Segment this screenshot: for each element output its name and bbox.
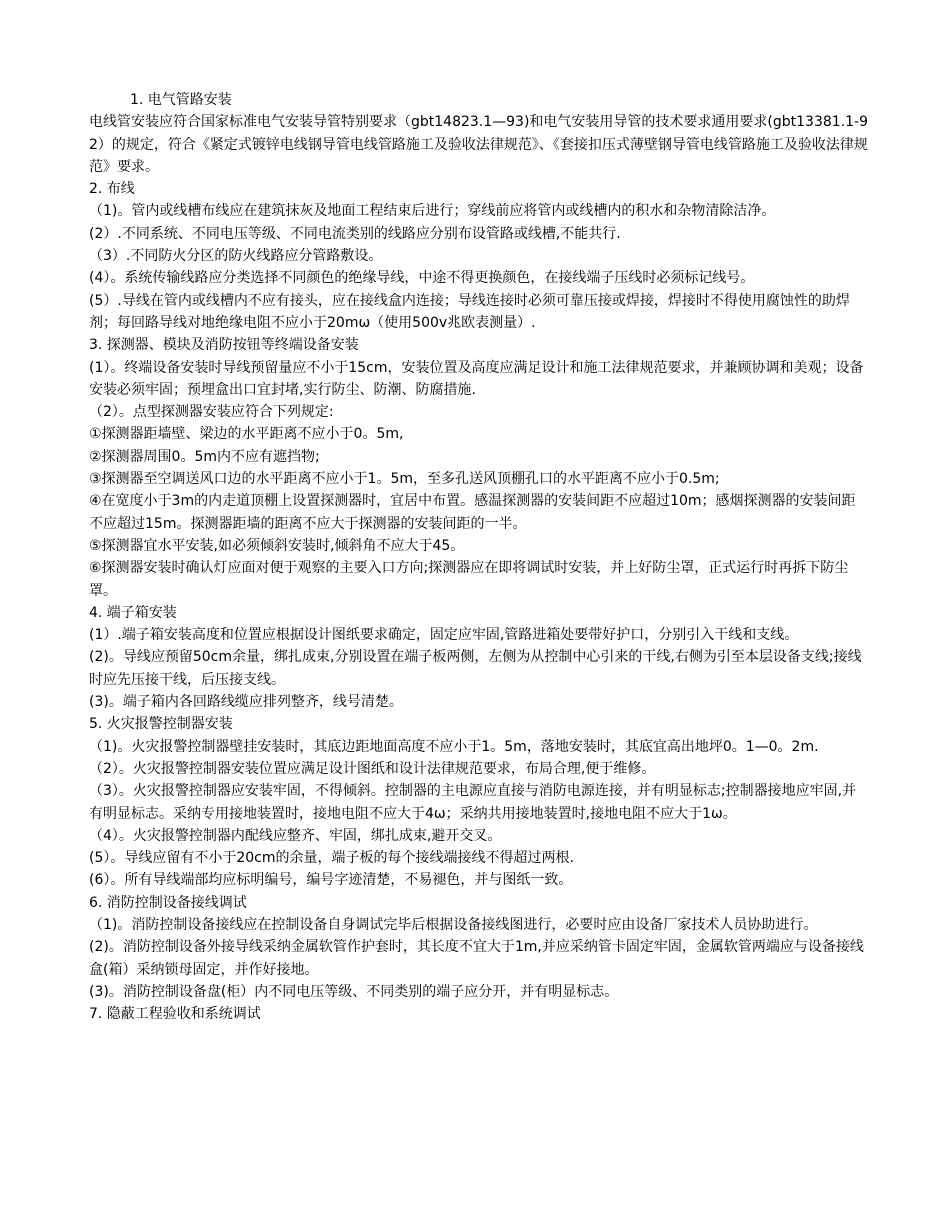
paragraph: (1）.端子箱安装高度和位置应根据设计图纸要求确定，固定应牢固,管路进箱处要带好护口，分别引入干线和支线。 — [89, 627, 799, 644]
section-heading: 7. 隐蔽工程验收和系统调试 — [89, 1006, 261, 1023]
paragraph: ⑤探测器宜水平安装,如必须倾斜安装时,倾斜角不应大于45。 — [89, 537, 465, 554]
paragraph: （1)。消防控制设备接线应在控制设备自身调试完毕后根据设备接线图进行，必要时应由设备厂家技术人员协助进行。 — [89, 916, 818, 933]
paragraph: （3）.不同防火分区的防火线路应分管路敷设。 — [89, 248, 383, 265]
paragraph: (6）。所有导线端部均应标明编号，编号字迹清楚，不易褪色，并与图纸一致。 — [89, 872, 573, 889]
section-heading: 1. 电气管路安装 — [130, 92, 232, 108]
paragraph: （2）。点型探测器安装应符合下列规定: — [89, 404, 334, 421]
paragraph: 电线管安装应符合国家标准电气安装导管特别要求（gbt14823.1—93)和电气安装用导管的技术要求通用要求(gbt13381.1-92）的规定，符合《紧定式镀锌电线钢导管电线管路施工及验收法律规范》、《套接扣压式薄壁钢导管电线管路施工及验收法律规范》要求。 — [89, 114, 869, 175]
section-heading: 2. 布线 — [89, 181, 135, 198]
paragraph: （1)。管内或线槽布线应在建筑抹灰及地面工程结束后进行；穿线前应将管内或线槽内的积水和杂物清除洁净。 — [89, 203, 776, 220]
paragraph: (2)。导线应预留50cm余量，绑扎成束,分别设置在端子板两侧，左侧为从控制中心引来的干线,右侧为引至本层设备支线;接线时应先压接干线，后压接支线。 — [89, 649, 862, 688]
paragraph: （4）。火灾报警控制器内配线应整齐、牢固，绑扎成束,避开交叉。 — [89, 827, 502, 844]
section-heading: 3. 探测器、模块及消防按钮等终端设备安装 — [89, 337, 359, 354]
paragraph: ④在宽度小于3m的内走道顶棚上设置探测器时，宜居中布置。感温探测器的安装间距不应超过10m；感烟探测器的安装间距不应超过15m。探测器距墙的距离不应大于探测器的安装间距的一半。 — [89, 493, 856, 532]
paragraph: (3)。端子箱内各回路线缆应排列整齐，线号清楚。 — [89, 694, 403, 711]
paragraph: (2）.不同系统、不同电压等级、不同电流类别的线路应分别布设管路或线槽,不能共行. — [89, 225, 621, 242]
section-heading: 4. 端子箱安装 — [89, 604, 177, 621]
paragraph: (2)。消防控制设备外接导线采纳金属软管作护套时，其长度不宜大于1m,并应采纳管卡固定牢固，金属软管两端应与设备接线盒(箱）采纳锁母固定，并作好接地。 — [89, 939, 864, 978]
paragraph: (3)。消防控制设备盘(柜）内不同电压等级、不同类别的端子应分开，并有明显标志。 — [89, 983, 619, 1000]
paragraph: ②探测器周围0。5m内不应有遮挡物; — [89, 448, 320, 465]
paragraph: (4）。系统传输线路应分类选择不同颜色的绝缘导线，中途不得更换颜色，在接线端子压线时必须标记线号。 — [89, 270, 755, 287]
paragraph: ①探测器距墙壁、梁边的水平距离不应小于0。5m, — [89, 426, 404, 443]
paragraph: （1)。火灾报警控制器壁挂安装时，其底边距地面高度不应小于1。5m，落地安装时，其底宜高出地坪0。1—0。2m. — [89, 738, 819, 755]
paragraph: (1）。终端设备安装时导线预留量应不小于15cm，安装位置及高度应满足设计和施工法律规范要求，并兼顾协调和美观；设备安装必须牢固；预埋盒出口宜封堵,实行防尘、防潮、防腐措施. — [89, 359, 864, 398]
paragraph: ⑥探测器安装时确认灯应面对便于观察的主要入口方向;探测器应在即将调试时安装，并上好防尘罩，正式运行时再拆下防尘罩。 — [89, 560, 849, 599]
paragraph: (5）。导线应留有不小于20cm的余量，端子板的每个接线端接线不得超过两根. — [89, 850, 574, 867]
paragraph: (5）.导线在管内或线槽内不应有接头，应在接线盒内连接；导线连接时必须可靠压接或焊接，焊接时不得使用腐蚀性的助焊剂；每回路导线对地绝缘电阻不应小于20mω（使用500v兆欧表测量）. — [89, 292, 850, 331]
section-heading: 6. 消防控制设备接线调试 — [89, 894, 247, 911]
paragraph: ③探测器至空调送风口边的水平距离不应小于1。5m，至多孔送风顶棚孔口的水平距离不应小于0.5m; — [89, 471, 720, 488]
section-heading: 5. 火灾报警控制器安装 — [89, 716, 233, 733]
paragraph: （2）。火灾报警控制器安装位置应满足设计图纸和设计法律规范要求，布局合理,便于维修。 — [89, 760, 656, 777]
paragraph: （3）。火灾报警控制器应安装牢固，不得倾斜。控制器的主电源应直接与消防电源连接，并有明显标志;控制器接地应牢固,并有明显标志。采纳专用接地装置时，接地电阻不应大于4ω；采纳共用接地装置时,接地电阻不应大于1ω。 — [89, 783, 857, 822]
document-body — [89, 89, 869, 1025]
